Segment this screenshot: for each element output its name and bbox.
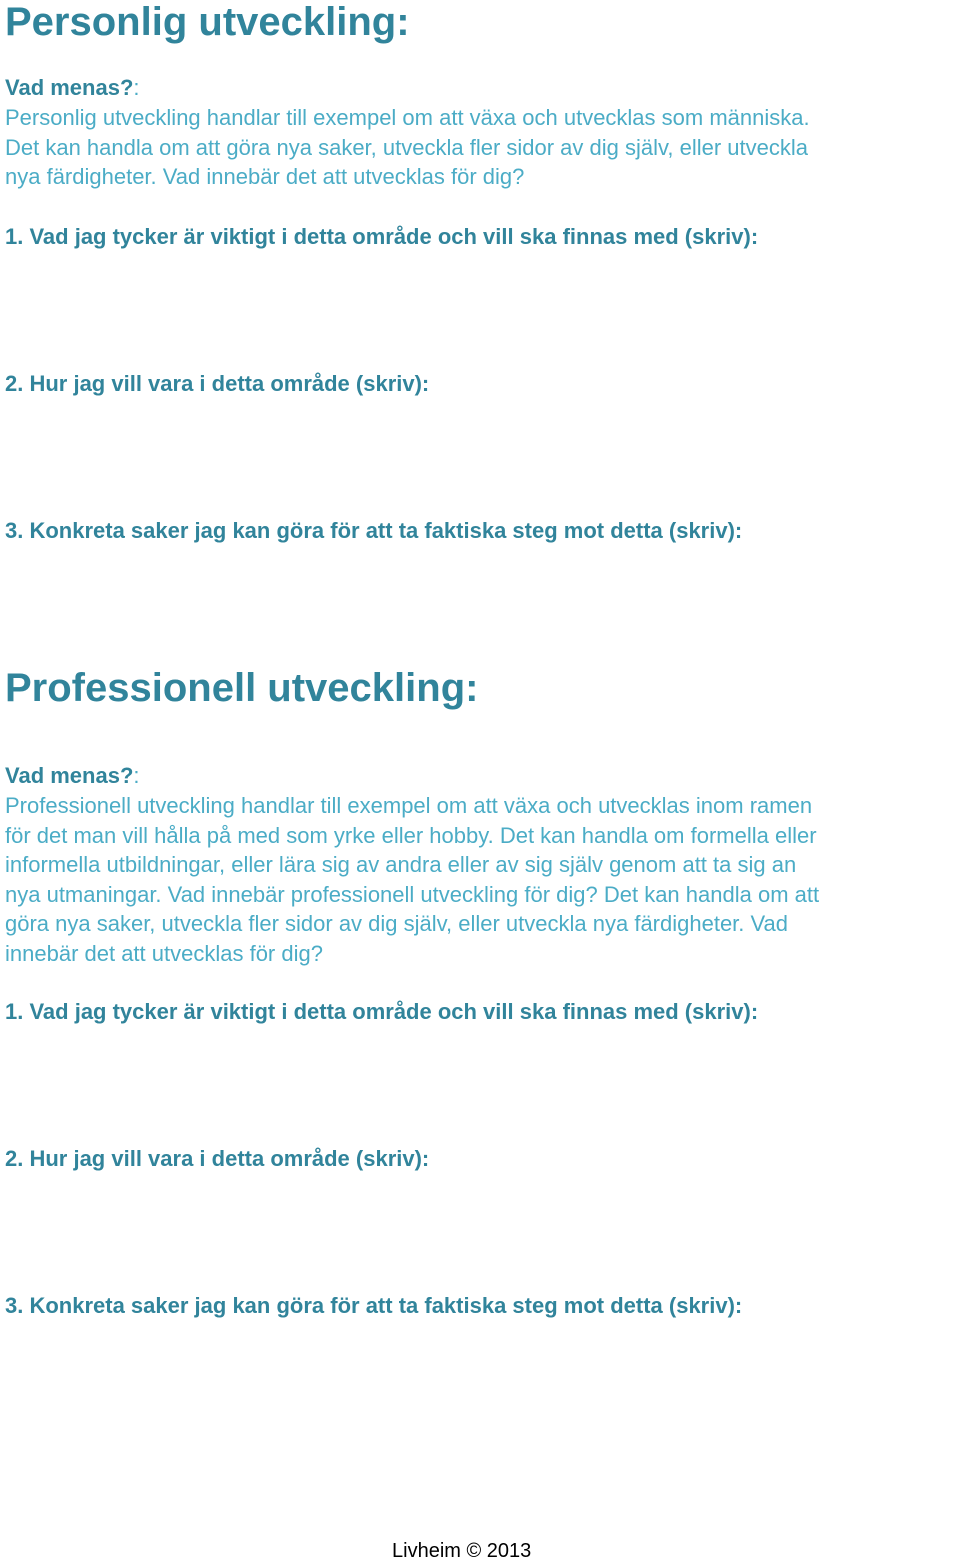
section-professional-description — [5, 791, 960, 969]
description-line: informella utbildningar, eller lära sig av andra eller av sig själv genom att ta sig an — [5, 852, 797, 878]
section-professional-title: Professionell utveckling: — [5, 666, 479, 710]
description-line: Det kan handla om att göra nya saker, utveckla fler sidor av dig själv, eller utveckla — [5, 134, 808, 160]
section-personal-title: Personlig utveckling: — [5, 0, 410, 44]
description-line: nya färdigheter. Vad innebär det att utvecklas för dig? — [5, 164, 525, 190]
question-label: Vad menas? — [5, 763, 134, 788]
section-professional-prompt-2: 2. Hur jag vill vara i detta område (skriv): — [5, 1146, 430, 1171]
section-professional-question-heading — [5, 762, 140, 790]
description-line: göra nya saker, utveckla fler sidor av dig själv, eller utveckla nya färdigheter. Vad — [5, 911, 789, 937]
question-label: Vad menas? — [5, 75, 134, 100]
description-line: Personlig utveckling handlar till exempel om att växa och utvecklas som människa. — [5, 105, 810, 130]
section-personal-question-heading — [5, 74, 140, 102]
question-colon: : — [133, 763, 140, 788]
section-personal-description — [5, 103, 960, 192]
question-colon: : — [133, 75, 140, 100]
description-line: Professionell utveckling handlar till exempel om att växa och utvecklas inom ramen — [5, 793, 813, 818]
section-personal-prompt-3: 3. Konkreta saker jag kan göra för att ta faktiska steg mot detta (skriv): — [5, 518, 743, 543]
section-professional-prompt-3: 3. Konkreta saker jag kan göra för att ta faktiska steg mot detta (skriv): — [5, 1293, 743, 1318]
description-line: för det man vill hålla på med som yrke eller hobby. Det kan handla om formella eller — [5, 822, 817, 848]
section-personal-prompt-2: 2. Hur jag vill vara i detta område (skriv): — [5, 371, 430, 396]
footer-copyright: Livheim © 2013 — [392, 1540, 532, 1562]
section-personal-prompt-1: 1. Vad jag tycker är viktigt i detta område och vill ska finnas med (skriv): — [5, 224, 759, 249]
section-professional-prompt-1: 1. Vad jag tycker är viktigt i detta område och vill ska finnas med (skriv): — [5, 999, 759, 1024]
description-line: innebär det att utvecklas för dig? — [5, 940, 323, 966]
description-line: nya utmaningar. Vad innebär professionell utveckling för dig? Det kan handla om att — [5, 881, 820, 907]
